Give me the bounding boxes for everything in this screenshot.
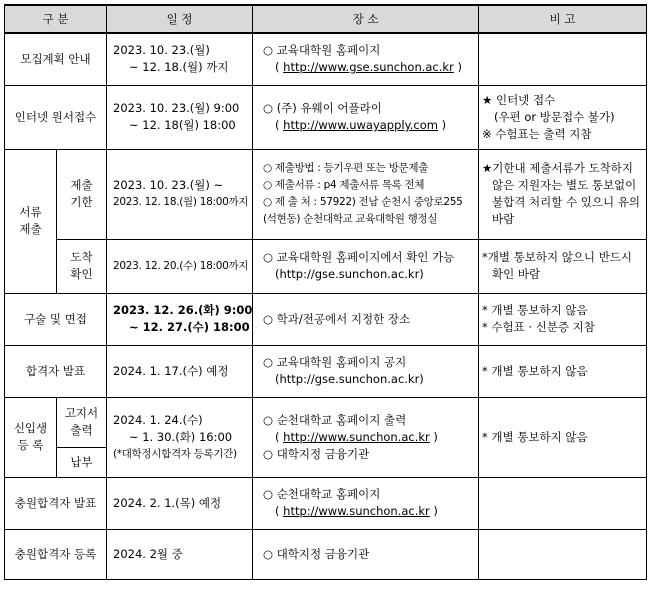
online-place: ○ (주) 유웨이 어플라이 ( http://www.uwayapply.com ) (253, 85, 479, 149)
result-place: ○ 교육대학원 홈페이지 공지 (http://gse.sunchon.ac.kr) (253, 345, 479, 397)
header-place: 장 소 (253, 5, 479, 33)
interview-date: 2023. 12. 26.(화) 9:00 ~ 12. 27.(수) 18:00 (107, 293, 253, 345)
extra-register-label: 충원합격자 등록 (5, 529, 107, 579)
extra-result-label: 충원합격자 발표 (5, 477, 107, 529)
docs-confirm-label: 도착 확인 (57, 239, 107, 293)
extra-result-place: ○ 순천대학교 홈페이지 ( http://www.sunchon.ac.kr ) (253, 477, 479, 529)
docs-confirm-place: ○ 교육대학원 홈페이지에서 확인 가능 (http://gse.sunchon.ac.kr) (253, 239, 479, 293)
docs-label: 서류 제출 (5, 149, 57, 293)
register-place: ○ 순천대학교 홈페이지 출력 ( http://www.sunchon.ac.kr ) ○ 대학지정 금융기관 (253, 397, 479, 477)
register-date: 2024. 1. 24.(수) ~ 1. 30.(화) 16:00 (*대학정시합격자 등록기간) (107, 397, 253, 477)
recruit-note (479, 33, 647, 85)
uwayapply-link[interactable]: http://www.uwayapply.com (283, 118, 438, 132)
result-label: 합격자 발표 (5, 345, 107, 397)
recruit-place: ○ 교육대학원 홈페이지 ( http://www.gse.sunchon.ac.kr ) (253, 33, 479, 85)
interview-note: * 개별 통보하지 않음 * 수험표 · 신분증 지참 (479, 293, 647, 345)
register-label: 신입생 등 록 (5, 397, 57, 477)
docs-submit-label: 제출 기한 (57, 149, 107, 239)
result-date: 2024. 1. 17.(수) 예정 (107, 345, 253, 397)
docs-submit-date: 2023. 10. 23.(월) ~ 2023. 12. 18.(월) 18:00까지 (107, 149, 253, 239)
row-recruit (5, 33, 647, 85)
sunchon-homepage-link[interactable]: http://www.sunchon.ac.kr (283, 429, 430, 444)
row-interview (5, 293, 647, 345)
register-print-label: 고지서 출력 (57, 397, 107, 447)
header-category: 구 분 (5, 5, 107, 33)
gse-homepage-link[interactable]: http://www.gse.sunchon.ac.kr (283, 60, 454, 75)
docs-confirm-note: *개별 통보하지 않으니 반드시 확인 바람 (479, 239, 647, 293)
recruit-date: 2023. 10. 23.(월) ~ 12. 18.(월) 까지 (107, 33, 253, 85)
extra-result-note (479, 477, 647, 529)
extra-result-date: 2024. 2. 1.(목) 예정 (107, 477, 253, 529)
online-note: ★ 인터넷 접수 (우편 or 방문접수 불가) ※ 수험표는 출력 지참 (479, 85, 647, 149)
docs-confirm-date: 2023. 12. 20.(수) 18:00까지 (107, 239, 253, 293)
extra-register-note (479, 529, 647, 579)
schedule-table (4, 4, 647, 580)
recruit-label: 모집계획 안내 (5, 33, 107, 85)
sunchon-homepage-link-2[interactable]: http://www.sunchon.ac.kr (283, 504, 430, 518)
row-result (5, 345, 647, 397)
docs-submit-place: ○ 제출방법 : 등기우편 또는 방문제출 ○ 제출서류 : p4 제출서류 목록 전체 ○ 제 출 처 : 57922) 전남 순천시 중앙로255 (석현동) 순천대학교 교육대학원 행정실 (253, 149, 479, 239)
docs-submit-note: ★기한내 제출서류가 도착하지 않은 지원자는 별도 통보없이 불합격 처리할 수 있으니 유의 바람 (479, 149, 647, 239)
row-online (5, 85, 647, 149)
row-docs-submit (5, 149, 647, 239)
row-extra-register (5, 529, 647, 579)
header-note: 비 고 (479, 5, 647, 33)
row-docs-confirm (5, 239, 647, 293)
row-register-print (5, 397, 647, 447)
online-date: 2023. 10. 23.(월) 9:00 ~ 12. 18(월) 18:00 (107, 85, 253, 149)
header-row (5, 5, 647, 33)
register-note: * 개별 통보하지 않음 (479, 397, 647, 477)
online-label: 인터넷 원서접수 (5, 85, 107, 149)
interview-place: ○ 학과/전공에서 지정한 장소 (253, 293, 479, 345)
header-schedule: 일 정 (107, 5, 253, 33)
extra-register-place: ○ 대학지정 금융기관 (253, 529, 479, 579)
result-note: * 개별 통보하지 않음 (479, 345, 647, 397)
row-extra-result (5, 477, 647, 529)
extra-register-date: 2024. 2월 중 (107, 529, 253, 579)
interview-label: 구술 및 면접 (5, 293, 107, 345)
register-pay-label: 납부 (57, 447, 107, 477)
